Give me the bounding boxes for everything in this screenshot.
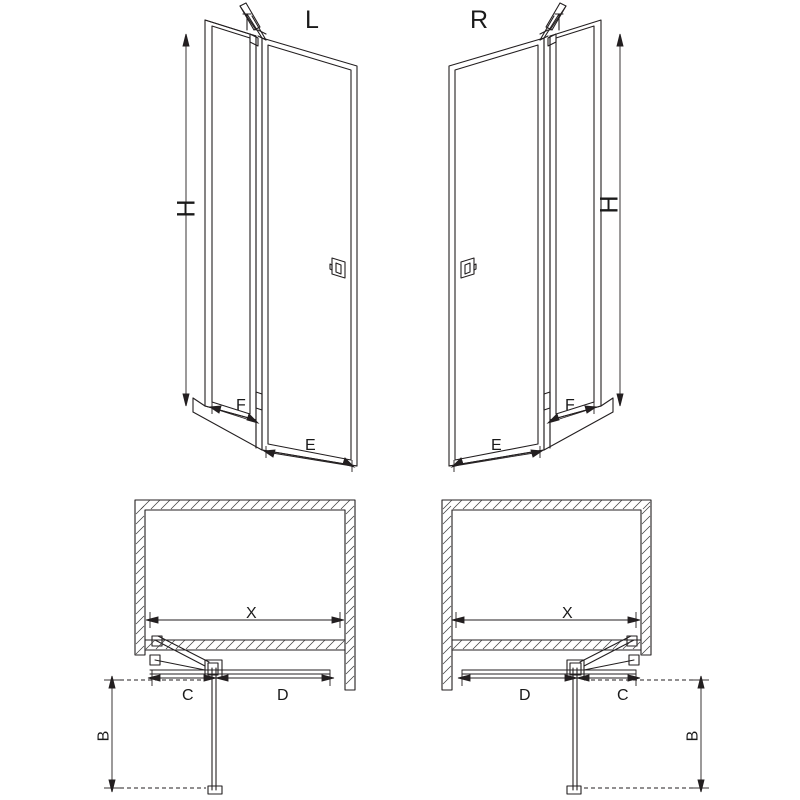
- label-right-door-panel: E: [491, 437, 502, 454]
- wall-hatching: [136, 500, 650, 684]
- label-left-fixed-panel: F: [236, 397, 246, 414]
- label-right-plan-fixed-width: D: [519, 687, 531, 704]
- label-right-plan-depth: B: [684, 730, 702, 742]
- label-right-plan-opening-width: X: [562, 605, 573, 622]
- plan-right-group: [442, 500, 651, 794]
- label-left-plan-door-width: C: [182, 687, 194, 704]
- label-left-plan-opening-width: X: [246, 605, 257, 622]
- elevation-right-group: [449, 3, 613, 466]
- label-left-plan-fixed-width: D: [277, 687, 289, 704]
- label-variant-left: L: [305, 6, 319, 34]
- elevation-left-group: [193, 3, 357, 466]
- label-right-plan-door-width: C: [617, 687, 629, 704]
- label-right-height: H: [595, 195, 624, 214]
- label-variant-right: R: [470, 6, 489, 34]
- label-right-fixed-panel: F: [565, 397, 575, 414]
- label-left-plan-depth: B: [95, 730, 113, 742]
- label-left-door-panel: E: [305, 437, 316, 454]
- label-left-height: H: [172, 199, 201, 218]
